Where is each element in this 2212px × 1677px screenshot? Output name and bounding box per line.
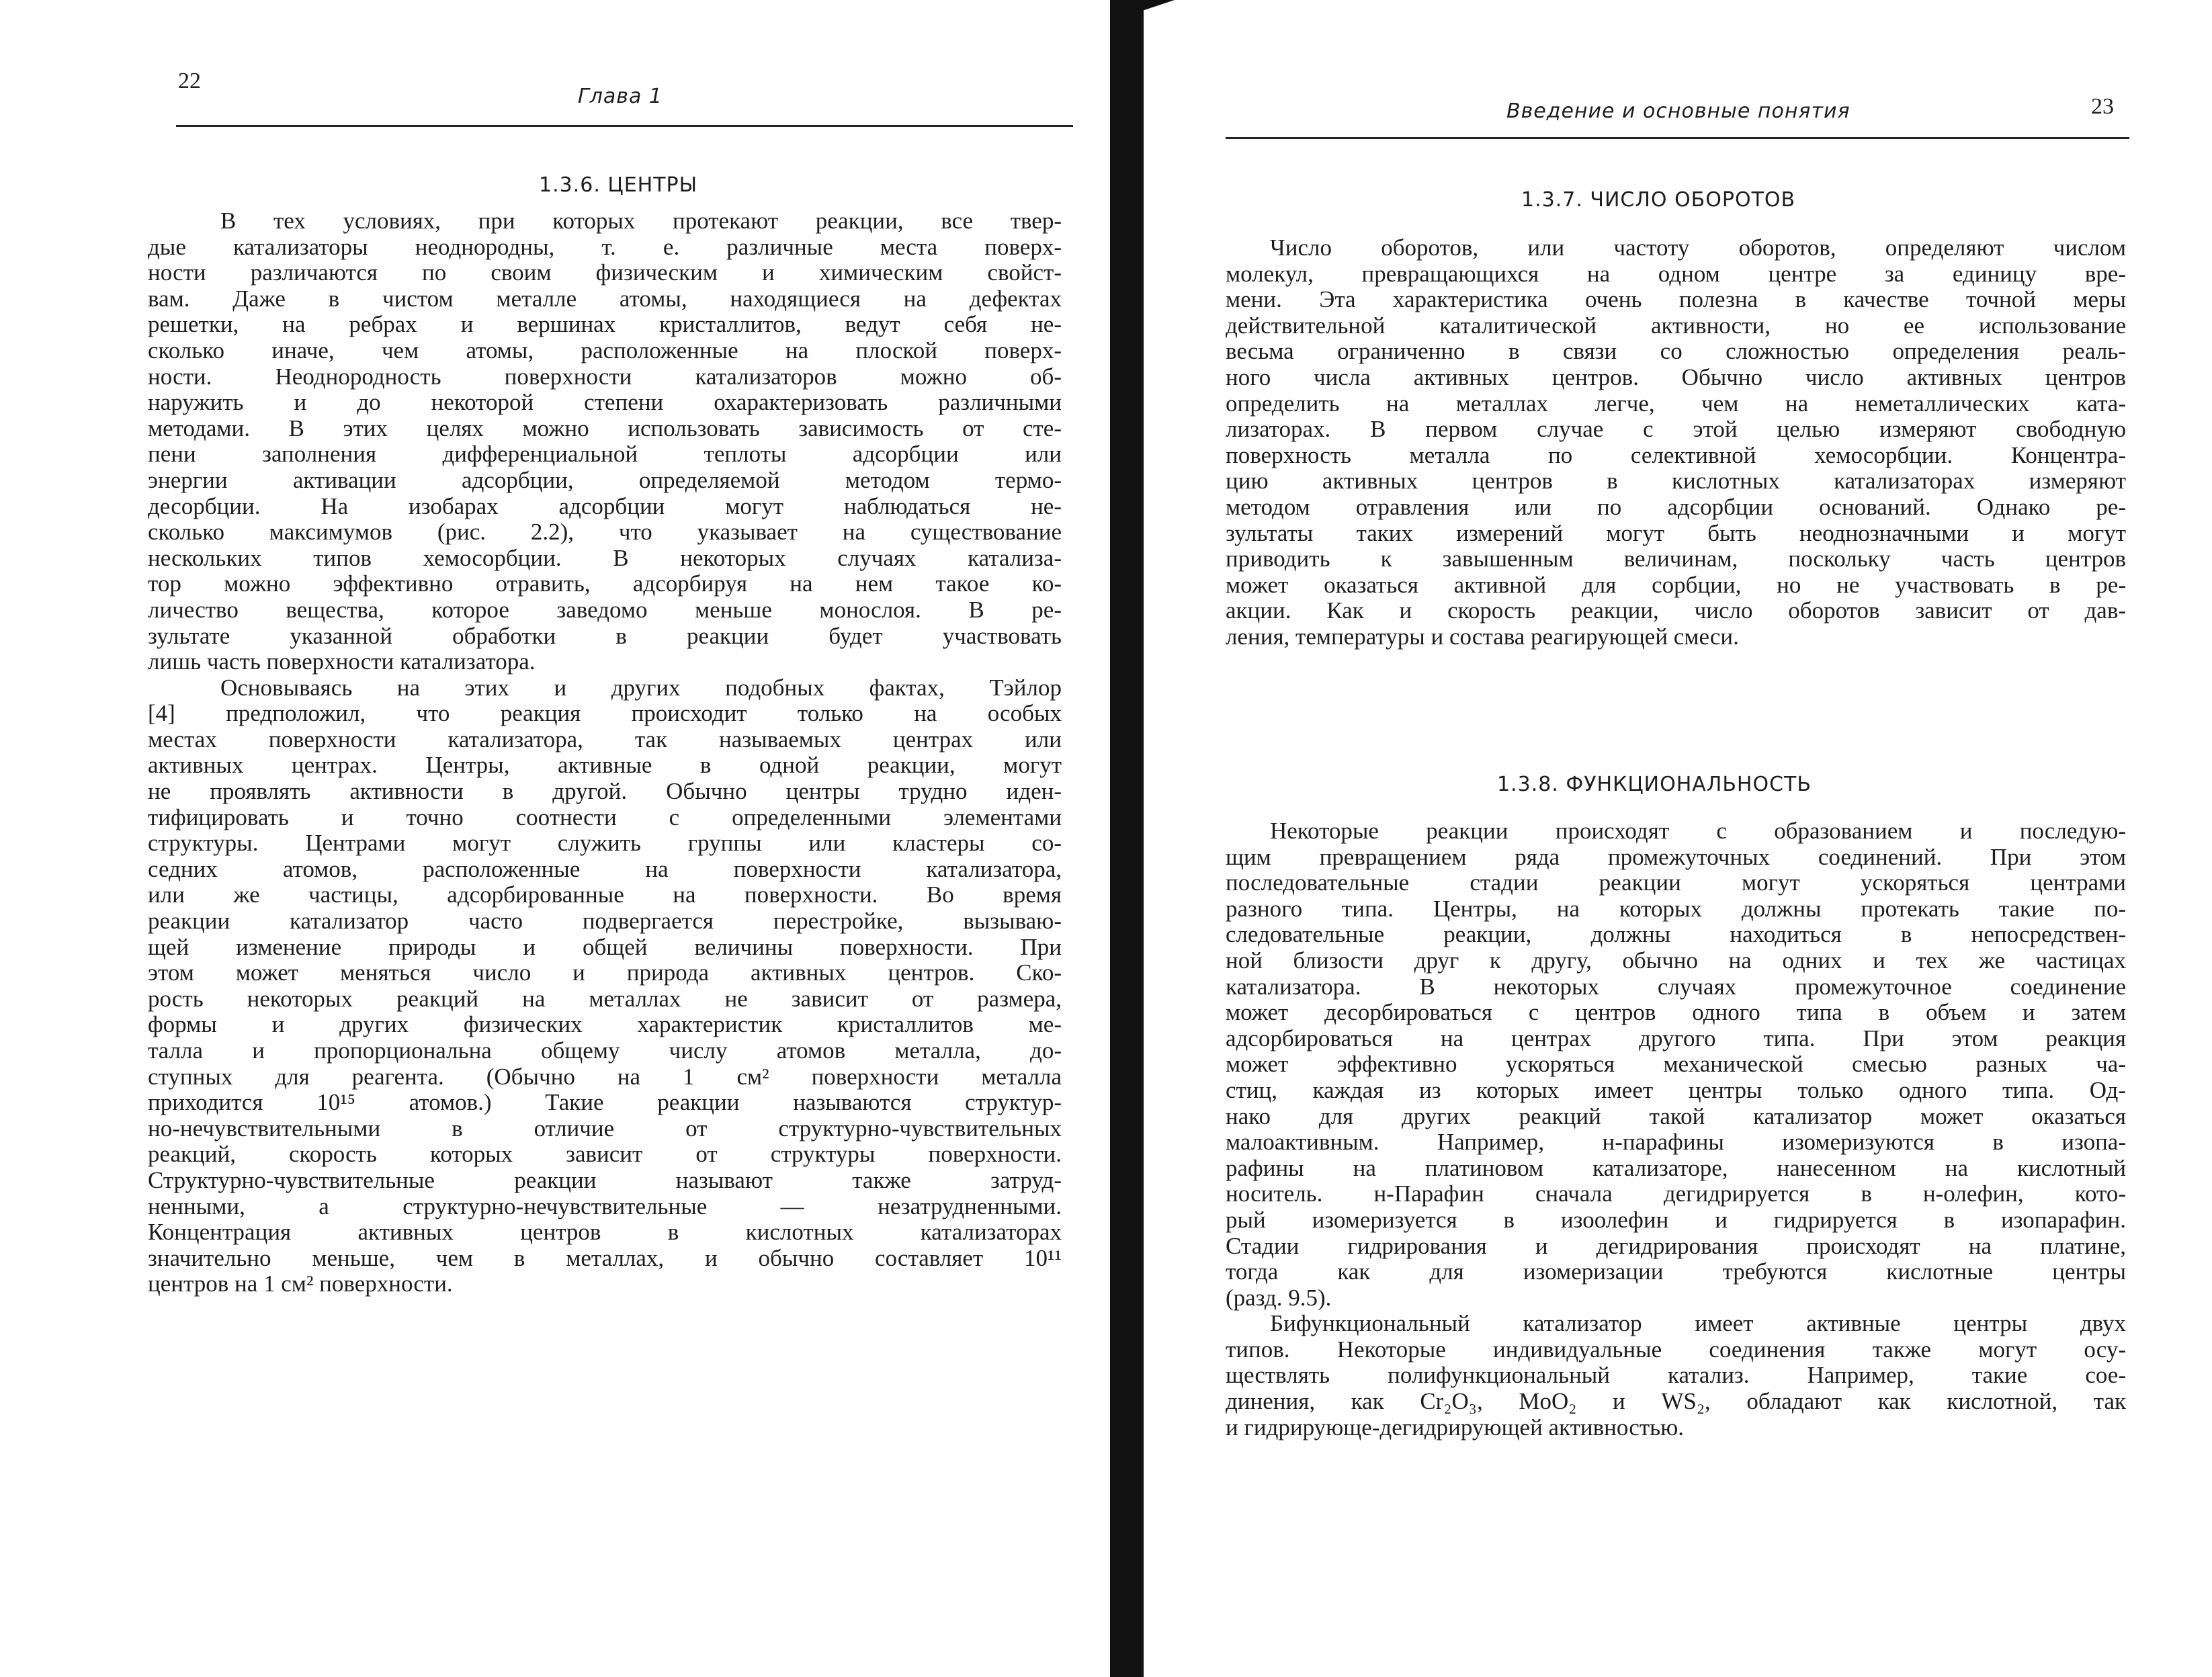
section-heading: 1.3.7. ЧИСЛО ОБОРОТОВ [1521, 188, 1796, 212]
text-line: разного типа. Центры, на которых должны протекать такие по- [1226, 895, 2126, 922]
text-line: пени заполнения дифференциальной теплоты адсорбции или [148, 441, 1062, 468]
text-line: вам. Даже в чистом металле атомы, находящиеся на дефектах [148, 285, 1062, 312]
text-line: ного числа активных центров. Обычно число активных центров [1226, 363, 2126, 390]
text-line: может десорбироваться с центров одного типа в объем и затем [1226, 999, 2126, 1026]
body-text [1226, 235, 2126, 650]
text-line: действительной каталитической активности, но ее использование [1226, 312, 2126, 339]
text-line: рость некоторых реакций на металлах не зависит от размера, [148, 985, 1062, 1012]
text-line: малоактивным. Например, н-парафины изомеризуются в изопа- [1226, 1129, 2126, 1156]
text-line: (разд. 9.5). [1226, 1284, 1332, 1311]
text-line: сколько иначе, чем атомы, расположенные на плоской поверх- [148, 337, 1062, 363]
text-line: типов. Некоторые индивидуальные соединения также могут осу- [1226, 1336, 2126, 1363]
text-line: носитель. н-Парафин сначала дегидрируется в н-олефин, кото- [1226, 1180, 2126, 1207]
text-line: адсорбироваться на центрах другого типа. При этом реакция [1226, 1025, 2126, 1051]
text-line: цию активных центров в кислотных катализаторах измеряют [1226, 468, 2126, 494]
body-text [1226, 818, 2126, 1440]
text-line: этом может меняться число и природа активных центров. Ско- [148, 959, 1062, 986]
body-text [148, 208, 1062, 1297]
text-line: ления, температуры и состава реагирующей смеси. [1226, 623, 1739, 650]
text-line: мени. Эта характеристика очень полезна в качестве точной меры [1226, 286, 2126, 313]
header-rule [176, 125, 1073, 127]
text-line: В тех условиях, при которых протекают реакции, все твер- [220, 208, 1062, 234]
text-line: реакции катализатор часто подвергается перестройке, вызываю- [148, 908, 1062, 935]
text-line: стиц, каждая из которых имеет центры только одного типа. Од- [1226, 1076, 2126, 1103]
text-line: но-нечувствительными в отличие от структурно-чувствительных [148, 1115, 1062, 1142]
text-line: рый изомеризуется в изоолефин и гидрируется в изопарафин. [1226, 1206, 2126, 1233]
text-line: Бифункциональный катализатор имеет активные центры двух [1270, 1310, 2126, 1337]
text-line: Концентрация активных центров в кислотных катализаторах [148, 1219, 1062, 1246]
text-line: личество вещества, которое заведомо меньше монослоя. В ре- [148, 596, 1062, 623]
text-line: энергии активации адсорбции, определяемой методом термо- [148, 466, 1062, 493]
text-line: лизаторах. В первом случае с этой целью измеряют свободную [1226, 416, 2126, 443]
text-line: центров на 1 см² поверхности. [148, 1271, 453, 1297]
text-line: или же частицы, адсорбированные на поверхности. Во время [148, 882, 1062, 908]
text-line: лишь часть поверхности катализатора. [148, 648, 536, 675]
text-line: решетки, на ребрах и вершинах кристаллитов, ведут себя не- [148, 311, 1062, 338]
header-rule [1226, 137, 2129, 139]
text-line: активных центрах. Центры, активные в одной реакции, могут [148, 752, 1062, 779]
text-line: динения, как Cr₂O₃, MoO₂ и WS₂, обладают как кислотной, так [1226, 1388, 2126, 1415]
running-head: Глава 1 [578, 85, 663, 108]
text-line: поверхность металла по селективной хемосорбции. Концентра- [1226, 441, 2126, 468]
text-line: следовательные реакции, должны находиться в непосредствен- [1226, 921, 2126, 948]
page-number: 23 [2091, 94, 2114, 119]
text-line: не проявлять активности в другой. Обычно центры трудно иден- [148, 778, 1062, 805]
text-line: акции. Как и скорость реакции, число оборотов зависит от дав- [1226, 597, 2126, 624]
text-line: ности различаются по своим физическим и химическим свойст- [148, 259, 1062, 286]
text-line: ности. Неоднородность поверхности катализаторов можно об- [148, 363, 1062, 390]
text-line: седних атомов, расположенные на поверхности катализатора, [148, 855, 1062, 882]
text-line: приводить к завышенным величинам, поскольку часть центров [1226, 546, 2126, 572]
text-line: дые катализаторы неоднородны, т. е. различные места поверх- [148, 233, 1062, 260]
running-head: Введение и основные понятия [1506, 99, 1851, 123]
text-line: весьма ограниченно в связи со сложностью определения реаль- [1226, 338, 2126, 365]
text-line: катализатора. В некоторых случаях промежуточное соединение [1226, 973, 2126, 1000]
book-spine-shadow [1110, 0, 1144, 1677]
text-line: определить на металлах легче, чем на неметаллических ката- [1226, 390, 2126, 417]
text-line: ступных для реагента. (Обычно на 1 см² поверхности металла [148, 1063, 1062, 1090]
text-line: [4] предположил, что реакция происходит только на особых [148, 700, 1062, 727]
section-heading: 1.3.6. ЦЕНТРЫ [539, 173, 698, 197]
text-line: сколько максимумов (рис. 2.2), что указывает на существование [148, 519, 1062, 546]
text-line: Стадии гидрирования и дегидрирования происходят на платине, [1226, 1232, 2126, 1259]
text-line: ществлять полифункциональный катализ. Например, такие сое- [1226, 1362, 2126, 1389]
text-line: зультате указанной обработки в реакции будет участвовать [148, 622, 1062, 649]
text-line: ненными, а структурно-нечувствительные — незатрудненными. [148, 1193, 1062, 1219]
text-line: тифицировать и точно соотнести с определенными элементами [148, 804, 1062, 830]
text-line: Некоторые реакции происходят с образованием и последую- [1270, 818, 2126, 844]
text-line: щим превращением ряда промежуточных соединений. При этом [1226, 843, 2126, 870]
text-line: может эффективно ускоряться механической смесью разных ча- [1226, 1051, 2126, 1078]
text-line: тор можно эффективно отравить, адсорбируя на нем такое ко- [148, 570, 1062, 597]
text-line: и гидрирующе-дегидрирующей активностью. [1226, 1414, 1684, 1440]
text-line: наружить и до некоторой степени охарактеризовать различными [148, 389, 1062, 416]
text-line: методом отравления или по адсорбции оснований. Однако ре- [1226, 493, 2126, 520]
text-line: реакций, скорость которых зависит от структуры поверхности. [148, 1141, 1062, 1168]
text-line: Структурно-чувствительные реакции называют также затруд- [148, 1166, 1062, 1193]
text-line: может оказаться активной для сорбции, но не участвовать в ре- [1226, 571, 2126, 598]
text-line: щей изменение природы и общей величины поверхности. При [148, 933, 1062, 960]
page-number: 22 [178, 69, 201, 93]
text-line: методами. В этих целях можно использовать зависимость от сте- [148, 415, 1062, 441]
text-line: Число оборотов, или частоту оборотов, определяют числом [1270, 234, 2126, 261]
text-line: тогда как для изомеризации требуются кислотные центры [1226, 1258, 2126, 1285]
text-line: формы и других физических характеристик кристаллитов ме- [148, 1011, 1062, 1038]
text-line: рафины на платиновом катализаторе, нанесенном на кислотный [1226, 1154, 2126, 1181]
text-line: десорбции. На изобарах адсорбции могут наблюдаться не- [148, 492, 1062, 519]
section-heading: 1.3.8. ФУНКЦИОНАЛЬНОСТЬ [1497, 773, 1812, 796]
text-line: молекул, превращающихся на одном центре за единицу вре- [1226, 260, 2126, 287]
text-line: значительно меньше, чем в металлах, и обычно составляет 10¹¹ [148, 1244, 1062, 1271]
text-line: ной близости друг к другу, обычно на одних и тех же частицах [1226, 947, 2126, 974]
text-line: зультаты таких измерений могут быть неоднозначными и могут [1226, 519, 2126, 546]
text-line: нескольких типов хемосорбции. В некоторых случаях катализа- [148, 544, 1062, 571]
text-line: местах поверхности катализатора, так называемых центрах или [148, 726, 1062, 752]
text-line: структуры. Центрами могут служить группы или кластеры со- [148, 830, 1062, 857]
text-line: Основываясь на этих и других подобных фактах, Тэйлор [220, 674, 1062, 701]
text-line: приходится 10¹⁵ атомов.) Такие реакции называются структур- [148, 1089, 1062, 1116]
text-line: последовательные стадии реакции могут ускоряться центрами [1226, 869, 2126, 896]
text-line: нако для других реакций такой катализатор может оказаться [1226, 1103, 2126, 1129]
text-line: талла и пропорциональна общему числу атомов металла, до- [148, 1037, 1062, 1064]
right-page [1142, 0, 2212, 1677]
